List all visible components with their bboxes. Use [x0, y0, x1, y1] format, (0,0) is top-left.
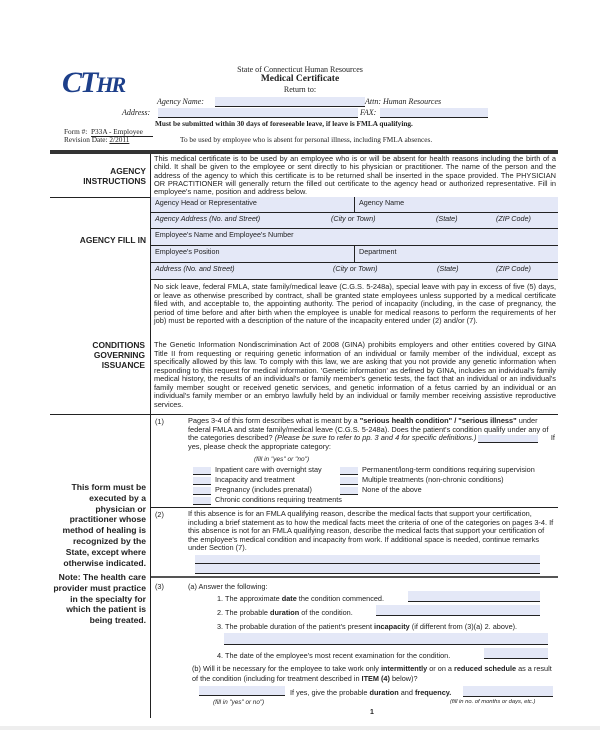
physician-note: This form must be executed by a physician or practitioner whose method of healing is recognized by the State, except where otherwise indicated.	[62, 482, 146, 568]
instructions-text: This medical certificate is to be used by an employee who is or will be absent for health reasons including the birth of a child. It shall be given to the employee or sent directly to his physician or practitioner. The name of the person and the address of the agency to which this certificate is to be returned shall be inserted in the space provided. The PHYSICIAN OR PRACTITIONER will generally return the filled out certificate to the agency head or authorized representative. Fill in employee's name, position and address below.	[154, 154, 556, 197]
fax-label: FAX:	[360, 108, 377, 117]
duration-hint: (fill in no. of months or days, etc.)	[450, 699, 536, 705]
agency-head-label: Agency Head or Representative	[155, 198, 257, 207]
q-b-followup: If yes, give the probable duration and frequency.	[290, 688, 452, 697]
submission-notice: Must be submitted within 30 days of foreseeable leave, if leave is FMLA qualifying.	[155, 119, 413, 128]
category-label: None of the above	[362, 485, 422, 494]
address-street-label: Address (No. and Street)	[155, 264, 235, 273]
instructions-label: AGENCY INSTRUCTIONS	[83, 166, 146, 186]
divider	[151, 576, 558, 578]
agency-name-field[interactable]	[215, 97, 365, 107]
checkbox-chronic[interactable]	[193, 497, 211, 505]
page-edge	[0, 726, 600, 730]
street-label: Agency Address (No. and Street)	[155, 214, 261, 223]
agency-name-cell[interactable]	[355, 197, 558, 213]
zip-label: (ZIP Code)	[496, 264, 531, 273]
category-label: Permanent/long-term conditions requiring supervision	[362, 465, 535, 474]
qualify-field[interactable]	[478, 435, 538, 443]
section-3a-label: (a) Answer the following:	[188, 582, 268, 591]
employee-name-field[interactable]	[151, 229, 558, 246]
category-label: Chronic conditions requiring treatments	[215, 495, 342, 504]
checkbox-multiple[interactable]	[340, 477, 358, 485]
section-3-number: (3)	[155, 582, 164, 591]
intermittent-field[interactable]	[199, 686, 285, 696]
department-field[interactable]	[355, 246, 558, 263]
specialty-note: Note: The health care provider must practice in the specialty for which the patient is being treated.	[53, 572, 146, 626]
revision-label: Revision Date:	[64, 135, 108, 144]
state-label: (State)	[437, 264, 459, 273]
position-field[interactable]	[151, 246, 355, 263]
conditions-text-2: The Genetic Information Nondiscrimination Act of 2008 (GINA) prohibits employers and other entities covered by GINA Title II from requesting or requiring genetic information of an individual or family member of the individual, except as specifically allowed by this law. To comply with this law, we are asking that you not provide any genetic information when responding to this request for medical information. 'Genetic information' as defined by GINA, includes an individual's family medical history, the results of an individual's or family member's genetic tests, the fact that an individual or an individual's family member sought or received genetic services, and genetic information of a fetus carried by an individual or an individual's family member or an embryo lawfully held by an individual or family member receiving assistive reproductive services.	[154, 340, 556, 409]
frequency-field[interactable]	[463, 686, 553, 697]
department-label: Department	[359, 247, 397, 256]
city-label: (City or Town)	[331, 214, 376, 223]
q4: 4. The date of the employee's most recent examination for the condition.	[217, 651, 451, 660]
section-1-number: (1)	[155, 417, 164, 426]
yes-no-hint: (fill in "yes" or "no")	[254, 456, 310, 463]
section-1-text: Pages 3-4 of this form describes what is meant by a "serious health condition" / "serious illness" under federal FMLA and state family/medical leave (C.G.S. 5-248a). Does the patient's condition qualify under any of the categories described? (Please be sure to refer to pp. 3 and 4 for specific definitions.) If yes, please check the appropriate category:	[188, 416, 555, 451]
divider	[151, 507, 558, 508]
agency-address-field[interactable]	[151, 213, 558, 229]
cthr-logo: CTHR	[62, 66, 125, 99]
q1: 1. The approximate date the condition commenced.	[217, 594, 384, 603]
remarks-line-2[interactable]	[195, 564, 540, 574]
position-label: Employee's Position	[155, 247, 220, 256]
usage-note: To be used by employee who is absent for personal illness, including FMLA absences.	[180, 135, 433, 144]
q2: 2. The probable duration of the condition.	[217, 608, 353, 617]
q3: 3. The probable duration of the patient's present incapacity (if different from (3)(a) 2. above).	[217, 622, 518, 631]
section-2-number: (2)	[155, 510, 164, 519]
category-label: Incapacity and treatment	[215, 475, 295, 484]
agency-name-label: Agency Name:	[157, 97, 204, 106]
return-to: Return to:	[283, 85, 317, 94]
address-label: Address:	[122, 108, 151, 117]
checkbox-pregnancy[interactable]	[193, 487, 211, 495]
checkbox-incapacity[interactable]	[193, 477, 211, 485]
incapacity-field[interactable]	[224, 633, 548, 645]
checkbox-none[interactable]	[340, 487, 358, 495]
address-field[interactable]	[158, 108, 358, 118]
conditions-label: CONDITIONS GOVERNING ISSUANCE	[92, 340, 145, 370]
state-label: (State)	[436, 214, 458, 223]
zip-label: (ZIP Code)	[496, 214, 531, 223]
date-commenced-field[interactable]	[408, 591, 540, 602]
exam-date-field[interactable]	[484, 648, 548, 659]
yes-no-hint-2: (fill in "yes" or no")	[213, 699, 265, 706]
q-b: (b) Will it be necessary for the employee to take work only intermittently or on a reduced schedule as a result of the condition (including for treatment described in ITEM (4) below)?	[192, 664, 552, 683]
employee-address-field[interactable]	[151, 263, 558, 280]
agency-name-cell-label: Agency Name	[359, 198, 405, 207]
revision-date: 2/2011	[109, 135, 130, 144]
page-title: Medical Certificate	[260, 74, 340, 84]
conditions-text-1: No sick leave, federal FMLA, state family/medical leave (C.G.S. 5-248a), special leave with pay in excess of five (5) days, or leave as otherwise prescribed by contract, shall be granted state employees unless supported by a medical certificate filed with, and acceptable to, the appointing authority. The period of incapacity (including, in the case of pregnancy, the period of time before and after birth when the employee is unable for medical reasons to perform the requirements of her job) must be reported with a description of the nature of the incapacity entered under (2) and/or (7).	[154, 282, 556, 325]
form-no: P33A - Employee	[91, 127, 153, 137]
form-no-label: Form #:	[64, 127, 88, 136]
category-label: Multiple treatments (non-chronic conditions)	[362, 475, 504, 484]
employee-name-label: Employee's Name and Employee's Number	[155, 230, 294, 239]
page-number: 1	[370, 709, 374, 716]
city-label: (City or Town)	[333, 264, 378, 273]
remarks-line-1[interactable]	[195, 555, 540, 564]
checkbox-permanent[interactable]	[340, 467, 358, 475]
duration-field[interactable]	[376, 605, 540, 616]
attn-label: Attn: Human Resources	[365, 97, 442, 106]
divider	[50, 414, 558, 415]
category-label: Pregnancy (includes prenatal)	[215, 485, 312, 494]
fax-field[interactable]	[380, 108, 488, 118]
org-name: State of Connecticut Human Resources	[237, 65, 363, 74]
agency-fill-in-label: AGENCY FILL IN	[79, 235, 146, 245]
section-2-text: If this absence is for an FMLA qualifying reason, describe the medical facts that support your certification, including a brief statement as to how the medical facts meet the criteria of one of the categories on pages 3-4. If this absence is not for an FMLA qualifying reason, describe the medical facts that support your certification of the employee's medical condition and incapacity from work. If additional space is needed, continue remarks under Section (7).	[188, 509, 554, 552]
agency-head-field[interactable]	[151, 197, 355, 213]
category-label: Inpatient care with overnight stay	[215, 465, 322, 474]
checkbox-inpatient[interactable]	[193, 467, 211, 475]
